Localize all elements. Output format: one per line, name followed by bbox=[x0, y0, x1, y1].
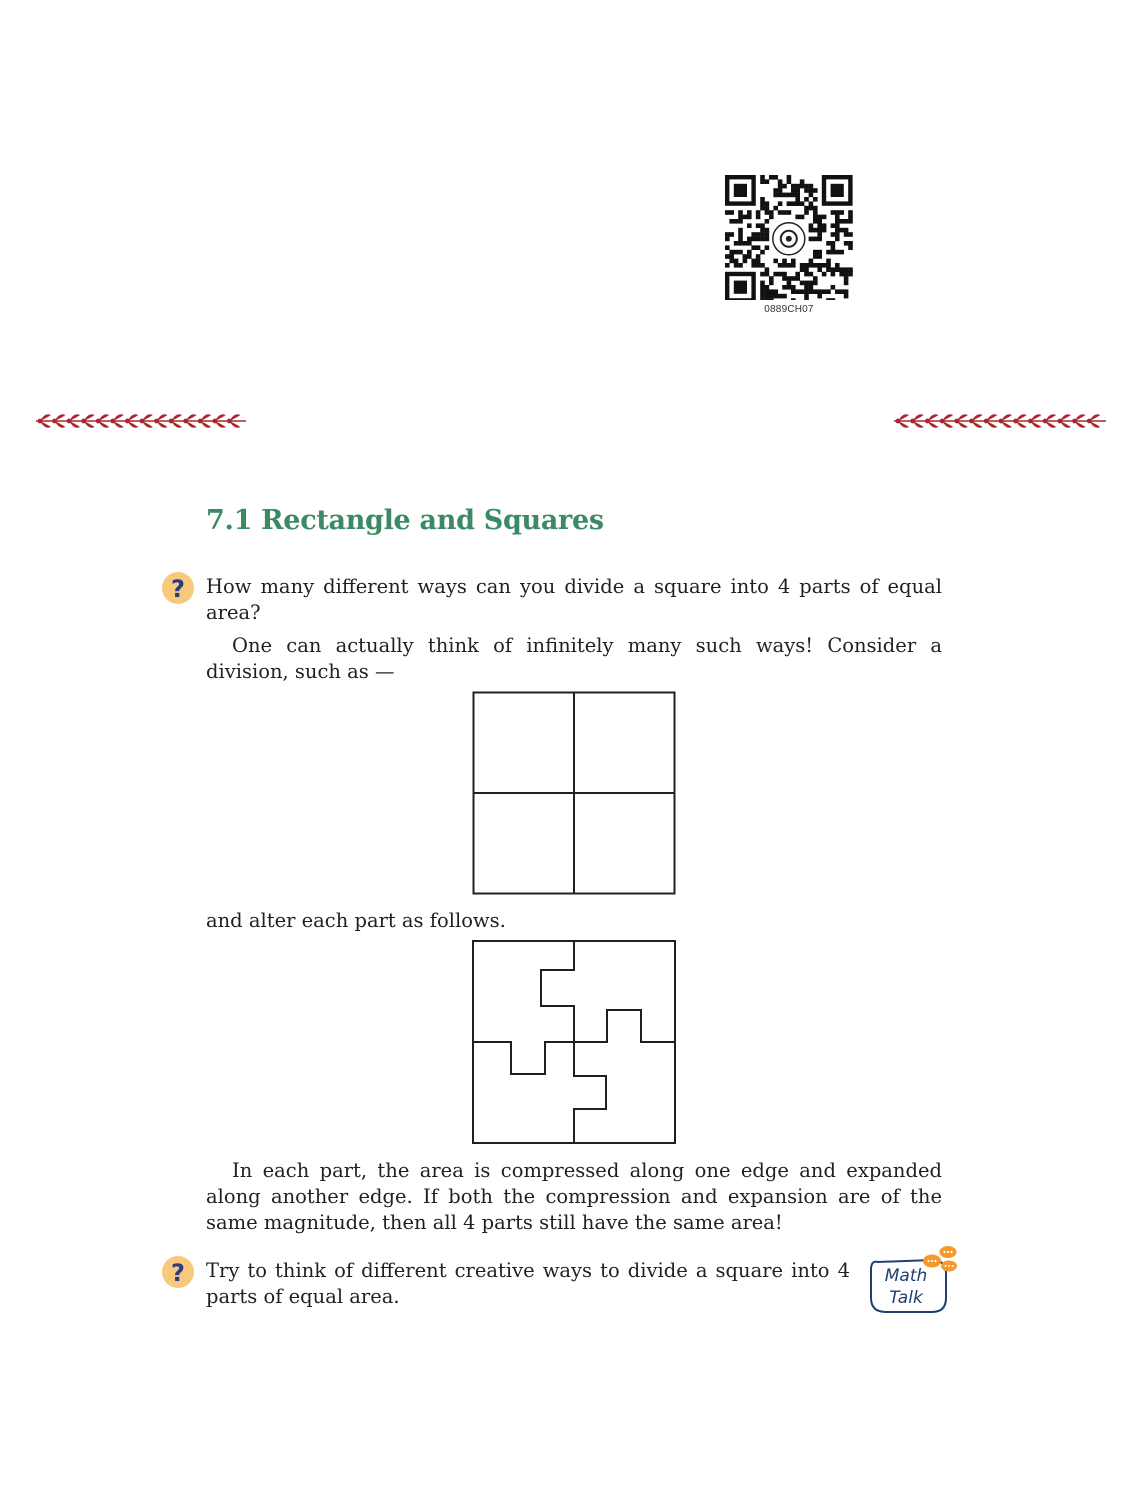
qr-code-label: 0889CH07 bbox=[764, 304, 814, 315]
vine-border-left bbox=[34, 411, 248, 431]
qr-finder-bottom-left bbox=[727, 274, 753, 300]
qr-finder-top-right bbox=[824, 177, 850, 203]
section-title: 7.1 Rectangle and Squares bbox=[206, 505, 604, 536]
left-divider bbox=[473, 1042, 574, 1074]
vine-border-right bbox=[892, 411, 1108, 431]
math-talk-line1: Math bbox=[884, 1266, 928, 1286]
question-mark-icon bbox=[161, 1255, 195, 1289]
qr-logo-emblem bbox=[773, 223, 805, 255]
altered-square-figure bbox=[470, 938, 678, 1146]
paragraph-alter-parts: and alter each part as follows. bbox=[206, 909, 506, 932]
qr-code bbox=[718, 168, 860, 318]
math-talk-line2: Talk bbox=[889, 1288, 923, 1308]
qr-code-image bbox=[718, 168, 860, 300]
question-mark-glyph: ? bbox=[171, 1259, 185, 1287]
top-divider bbox=[541, 941, 574, 1042]
question-1-text: How many different ways can you divide a square into 4 parts of equal area? bbox=[206, 575, 942, 624]
question-mark-glyph: ? bbox=[171, 575, 185, 603]
right-divider bbox=[574, 1010, 675, 1042]
paragraph-infinite-ways: One can actually think of infinitely many such ways! Consider a division, such as — bbox=[206, 634, 942, 683]
paragraph-compression: In each part, the area is compressed along one edge and expanded along another edge. If both the compression and expansion are of the same magnitude, then all 4 parts still have the same area! bbox=[206, 1159, 942, 1234]
qr-finder-top-left bbox=[727, 177, 753, 203]
math-talk-icon bbox=[864, 1244, 964, 1318]
question-mark-icon bbox=[161, 571, 195, 605]
square-four-parts-figure bbox=[470, 689, 678, 897]
question-2-text: Try to think of different creative ways to divide a square into 4 parts of equal area. bbox=[206, 1259, 850, 1308]
bottom-divider bbox=[574, 1042, 606, 1143]
